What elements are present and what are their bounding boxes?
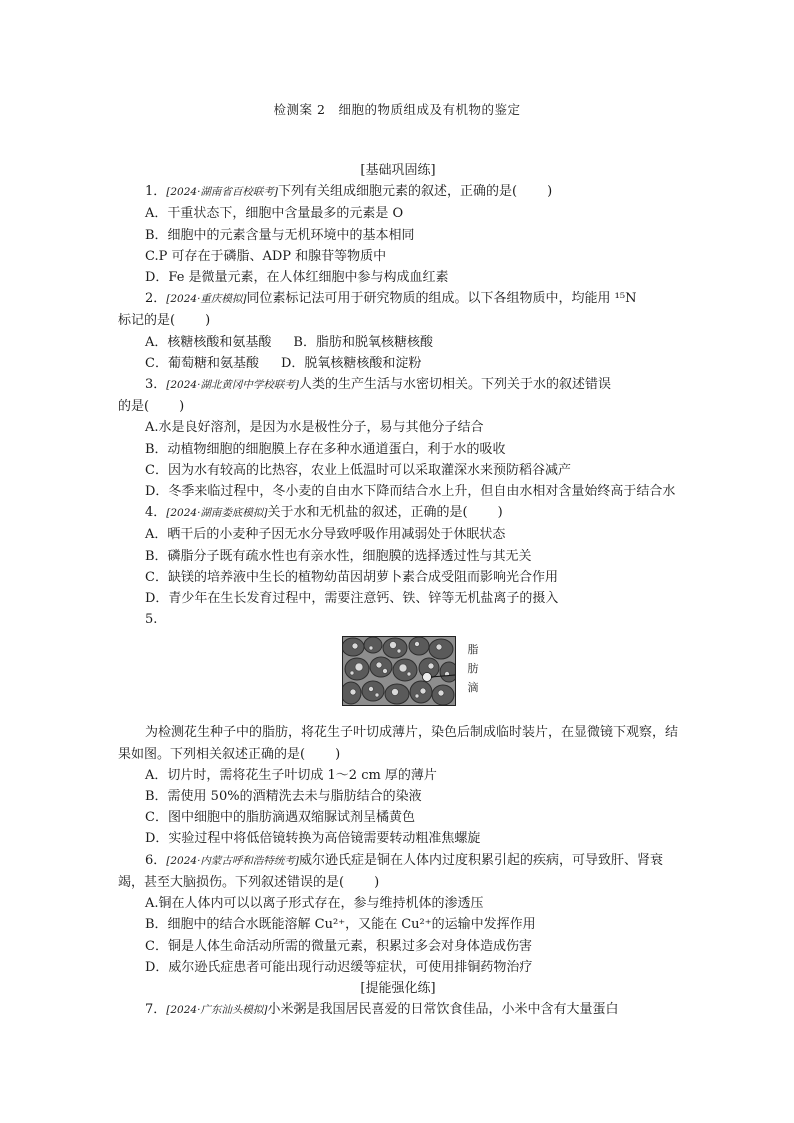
question-1-option-b: B．细胞中的元素含量与无机环境中的基本相同 bbox=[145, 227, 415, 243]
worksheet-body bbox=[118, 160, 678, 1021]
question-3-source: [2024·湖北黄冈中学校联考] bbox=[166, 379, 300, 392]
question-3-stem-cont: 的是( ) bbox=[118, 399, 185, 415]
question-4-stem: 4．[2024·湖南娄底模拟]关于水和无机盐的叙述，正确的是( ) bbox=[145, 505, 503, 521]
question-6-option-d: D．威尔逊氏症患者可能出现行动迟缓等症状，可使用排铜药物治疗 bbox=[145, 959, 533, 975]
question-4-source: [2024·湖南娄底模拟] bbox=[166, 507, 268, 520]
question-6-source: [2024·内蒙古呼和浩特统考] bbox=[166, 854, 300, 867]
question-3-stem: 3．[2024·湖北黄冈中学校联考]人类的生产生活与水密切相关。下列关于水的叙述错误 bbox=[145, 377, 612, 393]
section-heading-basic: [基础巩固练] bbox=[360, 163, 436, 178]
question-5-option-c: C．图中细胞中的脂肪滴遇双缩脲试剂呈橘黄色 bbox=[145, 810, 415, 826]
question-4-option-c: C．缺镁的培养液中生长的植物幼苗因胡萝卜素合成受阻而影响光合作用 bbox=[145, 569, 558, 585]
section-heading-advanced: [提能强化练] bbox=[360, 980, 436, 996]
question-5-option-d: D．实验过程中将低倍镜转换为高倍镜需要转动粗准焦螺旋 bbox=[145, 831, 481, 847]
question-4-option-a: A．晒干后的小麦种子因无水分导致呼吸作用减弱处于休眠状态 bbox=[145, 527, 506, 543]
question-5-figure bbox=[118, 636, 678, 714]
question-1-stem: 1．[2024·湖南省百校联考]下列有关组成细胞元素的叙述，正确的是( ) bbox=[145, 184, 553, 200]
question-6-stem: 6．[2024·内蒙古呼和浩特统考]威尔逊氏症是铜在人体内过度积累引起的疾病，可导致肝、肾衰竭，甚至大脑损伤。下列叙述错误的是( ) bbox=[118, 852, 664, 890]
question-4-option-d: D．青少年在生长发育过程中，需要注意钙、铁、锌等无机盐离子的摄入 bbox=[145, 591, 559, 607]
question-5-option-b: B．需使用 50%的酒精洗去未与脂肪结合的染液 bbox=[145, 789, 422, 805]
question-2-source: [2024·重庆模拟] bbox=[166, 293, 247, 306]
question-3-option-a: A.水是良好溶剂，是因为水是极性分子，易与其他分子结合 bbox=[145, 420, 484, 436]
question-6-option-b: B．细胞中的结合水既能溶解 Cu²⁺，又能在 Cu²⁺的运输中发挥作用 bbox=[145, 917, 536, 933]
question-2-option-a: A．核糖核酸和氨基酸 bbox=[145, 334, 272, 350]
question-2-option-b: B．脂肪和脱氧核糖核酸 bbox=[293, 334, 433, 350]
question-2-option-d: D．脱氧核糖核酸和淀粉 bbox=[280, 355, 422, 371]
question-7-stem: 7．[2024·广东汕头模拟]小米粥是我国居民喜爱的日常饮食佳品，小米中含有大量蛋白 bbox=[145, 1002, 619, 1018]
question-5-option-a: A．切片时，需将花生子叶切成 1～2 cm 厚的薄片 bbox=[145, 767, 437, 783]
page-title: 检测案 2 细胞的物质组成及有机物的鉴定 bbox=[273, 102, 521, 117]
question-2-option-c: C．葡萄糖和氨基酸 bbox=[145, 355, 259, 371]
question-2-options-ab bbox=[118, 332, 678, 353]
question-1-option-c: C.P 可存在于磷脂、ADP 和腺苷等物质中 bbox=[145, 248, 387, 264]
question-3-option-c: C．因为水有较高的比热容，农业上低温时可以采取灌深水来预防稻谷减产 bbox=[145, 462, 571, 478]
question-1-source: [2024·湖南省百校联考] bbox=[166, 186, 279, 199]
question-5-stem: 为检测花生种子中的脂肪，将花生子叶切成薄片，染色后制成临时装片，在显微镜下观察，结果如图。下列相关叙述正确的是( ) bbox=[118, 725, 679, 762]
question-4-option-b: B．磷脂分子既有疏水性也有亲水性，细胞膜的选择透过性与其无关 bbox=[145, 548, 532, 564]
micrograph-image bbox=[342, 636, 456, 706]
question-5-number: 5. bbox=[145, 612, 158, 628]
question-1-option-d: D．Fe 是微量元素，在人体红细胞中参与构成血红素 bbox=[145, 270, 449, 286]
question-2-stem: 2．[2024·重庆模拟]同位素标记法可用于研究物质的组成。以下各组物质中，均能用 ¹⁵N bbox=[145, 291, 637, 307]
question-1-option-a: A．干重状态下，细胞中含量最多的元素是 O bbox=[145, 206, 404, 222]
question-2-stem-cont: 标记的是( ) bbox=[118, 313, 211, 329]
question-6-option-c: C．铜是人体生命活动所需的微量元素，积累过多会对身体造成伤害 bbox=[145, 938, 532, 954]
question-6-option-a: A.铜在人体内可以以离子形式存在，参与维持机体的渗透压 bbox=[145, 896, 484, 912]
figure-label-fat-droplet: 脂 肪 滴 bbox=[467, 643, 479, 695]
question-3-option-b: B．动植物细胞的细胞膜上存在多种水通道蛋白，利于水的吸收 bbox=[145, 441, 506, 457]
question-2-options-cd bbox=[118, 353, 678, 374]
question-3-option-d: D．冬季来临过程中，冬小麦的自由水下降而结合水上升，但自由水相对含量始终高于结合水 bbox=[145, 484, 676, 500]
question-7-source: [2024·广东汕头模拟] bbox=[166, 1004, 268, 1017]
